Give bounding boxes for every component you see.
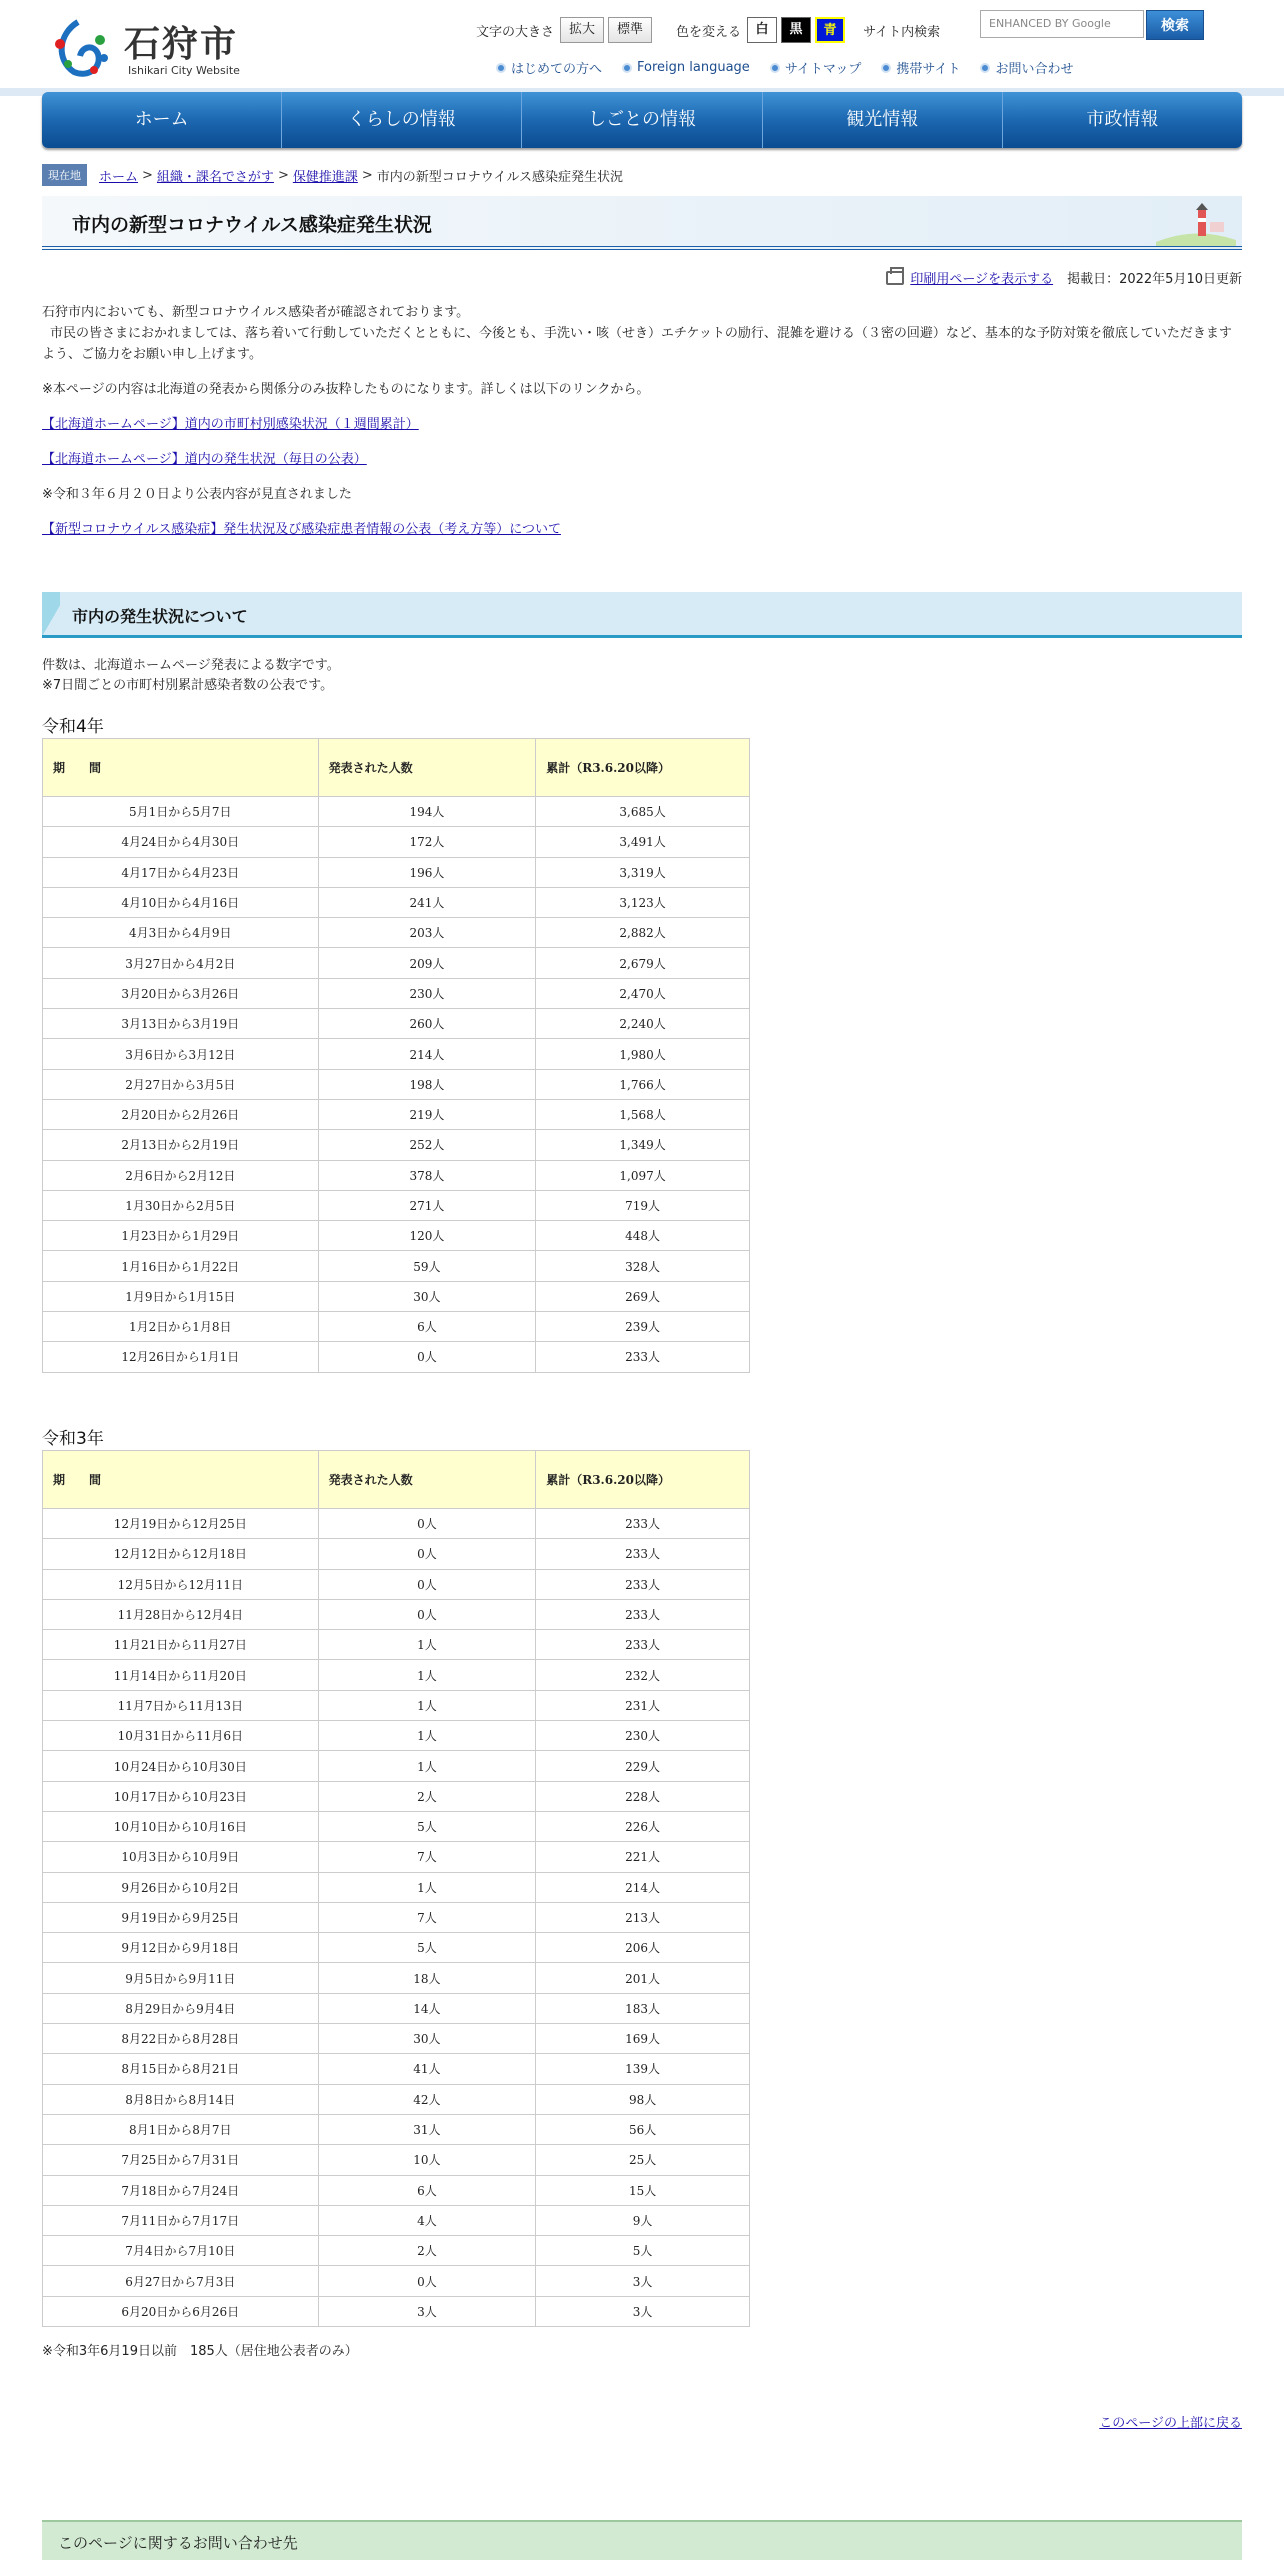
table-row bbox=[43, 1069, 750, 1099]
cell-cumulative: 25人 bbox=[536, 2145, 750, 2175]
cell-period: 10月24日から10月30日 bbox=[43, 1751, 319, 1781]
table-row bbox=[43, 1039, 750, 1069]
table-row bbox=[43, 1160, 750, 1190]
cell-cumulative: 232人 bbox=[536, 1660, 750, 1690]
cell-reported: 0人 bbox=[318, 1539, 536, 1569]
year-heading-r3: 令和3年 bbox=[42, 1429, 104, 1449]
cell-period: 12月5日から12月11日 bbox=[43, 1569, 319, 1599]
breadcrumb-badge: 現在地 bbox=[42, 164, 87, 186]
cell-cumulative: 328人 bbox=[536, 1251, 750, 1281]
nav-city-government[interactable]: 市政情報 bbox=[1086, 109, 1159, 130]
cell-period: 4月10日から4月16日 bbox=[43, 887, 319, 917]
col-reported: 発表された人数 bbox=[318, 739, 536, 797]
table-row bbox=[43, 1751, 750, 1781]
table-row bbox=[43, 2114, 750, 2144]
cell-cumulative: 229人 bbox=[536, 1751, 750, 1781]
cell-cumulative: 233人 bbox=[536, 1342, 750, 1372]
col-cumulative: 累計（R3.6.20以降） bbox=[536, 739, 750, 797]
cell-period: 9月26日から10月2日 bbox=[43, 1872, 319, 1902]
cell-cumulative: 228人 bbox=[536, 1781, 750, 1811]
page-title: 市内の新型コロナウイルス感染症発生状況 bbox=[72, 214, 432, 236]
breadcrumb-home[interactable]: ホーム bbox=[99, 169, 139, 185]
cell-period: 11月21日から11月27日 bbox=[43, 1630, 319, 1660]
cell-period: 8月8日から8月14日 bbox=[43, 2084, 319, 2114]
cell-reported: 120人 bbox=[318, 1221, 536, 1251]
table-row bbox=[43, 2084, 750, 2114]
cell-cumulative: 206人 bbox=[536, 1933, 750, 1963]
cell-reported: 4人 bbox=[318, 2205, 536, 2235]
table-row bbox=[43, 1993, 750, 2023]
cell-cumulative: 56人 bbox=[536, 2114, 750, 2144]
cell-period: 4月3日から4月9日 bbox=[43, 918, 319, 948]
cell-reported: 31人 bbox=[318, 2114, 536, 2144]
cell-cumulative: 2,470人 bbox=[536, 978, 750, 1008]
global-nav bbox=[42, 92, 1242, 148]
cell-cumulative: 1,349人 bbox=[536, 1130, 750, 1160]
cell-cumulative: 213人 bbox=[536, 1902, 750, 1932]
cell-period: 8月1日から8月7日 bbox=[43, 2114, 319, 2144]
table-row bbox=[43, 857, 750, 887]
table-row bbox=[43, 1781, 750, 1811]
cell-cumulative: 230人 bbox=[536, 1721, 750, 1751]
cell-period: 9月19日から9月25日 bbox=[43, 1902, 319, 1932]
cell-reported: 59人 bbox=[318, 1251, 536, 1281]
cell-cumulative: 3,685人 bbox=[536, 797, 750, 827]
cell-cumulative: 5人 bbox=[536, 2236, 750, 2266]
table-row bbox=[43, 1933, 750, 1963]
cell-period: 3月27日から4月2日 bbox=[43, 948, 319, 978]
table-row bbox=[43, 1963, 750, 1993]
table-row bbox=[43, 1342, 750, 1372]
cell-cumulative: 1,766人 bbox=[536, 1069, 750, 1099]
nav-living[interactable]: くらしの情報 bbox=[282, 92, 522, 148]
cell-period: 7月25日から7月31日 bbox=[43, 2145, 319, 2175]
nav-work[interactable]: しごとの情報 bbox=[522, 92, 762, 148]
link-first-visit[interactable]: はじめての方へ bbox=[496, 58, 602, 77]
intro-note: ※本ページの内容は北海道の発表から関係分のみ抜粋したものになります。詳しくは以下のリンクから。 bbox=[42, 382, 650, 397]
city-emblem-icon bbox=[48, 14, 116, 80]
cell-reported: 1人 bbox=[318, 1751, 536, 1781]
cell-period: 10月17日から10月23日 bbox=[43, 1781, 319, 1811]
cell-period: 10月3日から10月9日 bbox=[43, 1842, 319, 1872]
cell-period: 8月29日から9月4日 bbox=[43, 1993, 319, 2023]
table-row bbox=[43, 1811, 750, 1841]
cell-reported: 10人 bbox=[318, 2145, 536, 2175]
cell-reported: 2人 bbox=[318, 1781, 536, 1811]
breadcrumb-current: 市内の新型コロナウイルス感染症発生状況 bbox=[376, 169, 623, 185]
cell-period: 12月26日から1月1日 bbox=[43, 1342, 319, 1372]
table-row bbox=[43, 2296, 750, 2326]
contact-section bbox=[42, 2520, 1242, 2560]
text-enlarge-button[interactable]: 拡大 bbox=[560, 17, 604, 43]
cell-reported: 172人 bbox=[318, 827, 536, 857]
cell-period: 3月20日から3月26日 bbox=[43, 978, 319, 1008]
table-row bbox=[43, 2266, 750, 2296]
cell-reported: 378人 bbox=[318, 1160, 536, 1190]
cell-reported: 18人 bbox=[318, 1963, 536, 1993]
table-row bbox=[43, 948, 750, 978]
table-row bbox=[43, 1599, 750, 1629]
cell-cumulative: 3,491人 bbox=[536, 827, 750, 857]
cell-cumulative: 1,568人 bbox=[536, 1099, 750, 1129]
printer-icon bbox=[886, 271, 904, 285]
bullet-icon bbox=[881, 63, 891, 73]
cell-period: 11月28日から12月4日 bbox=[43, 1599, 319, 1629]
cell-reported: 30人 bbox=[318, 1281, 536, 1311]
site-name-en: Ishikari City Website bbox=[128, 64, 240, 77]
cell-reported: 0人 bbox=[318, 1569, 536, 1599]
nav-tourism[interactable]: 観光情報 bbox=[763, 92, 1003, 148]
cell-reported: 241人 bbox=[318, 887, 536, 917]
table-row bbox=[43, 1630, 750, 1660]
cell-cumulative: 3,319人 bbox=[536, 857, 750, 887]
bullet-icon bbox=[980, 63, 990, 73]
section-heading: 市内の発生状況について bbox=[42, 592, 1242, 638]
cell-reported: 0人 bbox=[318, 1342, 536, 1372]
link-publication-policy[interactable]: 【新型コロナウイルス感染症】発生状況及び感染症患者情報の公表（考え方等）について bbox=[42, 522, 561, 537]
cell-cumulative: 233人 bbox=[536, 1630, 750, 1660]
cell-reported: 214人 bbox=[318, 1039, 536, 1069]
table-row bbox=[43, 2175, 750, 2205]
cell-period: 4月17日から4月23日 bbox=[43, 857, 319, 887]
cell-period: 1月16日から1月22日 bbox=[43, 1251, 319, 1281]
revision-note: ※令和３年６月２０日より公表内容が見直されました bbox=[42, 487, 352, 502]
cell-reported: 6人 bbox=[318, 1312, 536, 1342]
page-title-bar bbox=[42, 196, 1242, 250]
cell-period: 4月24日から4月30日 bbox=[43, 827, 319, 857]
cell-reported: 1人 bbox=[318, 1630, 536, 1660]
cell-reported: 42人 bbox=[318, 2084, 536, 2114]
cell-period: 2月13日から2月19日 bbox=[43, 1130, 319, 1160]
table-row bbox=[43, 1221, 750, 1251]
intro-content bbox=[42, 302, 1242, 554]
bullet-icon bbox=[622, 63, 632, 73]
cell-reported: 198人 bbox=[318, 1069, 536, 1099]
link-hokkaido-weekly[interactable]: 【北海道ホームページ】道内の市町村別感染状況（１週間累計） bbox=[42, 417, 419, 432]
footnote: ※令和3年6月19日以前 185人（居住地公表者のみ） bbox=[42, 2344, 358, 2359]
breadcrumb: 現在地 ホーム > 組織・課名でさがす > 保健推進課 > 市内の新型コロナウイルス感染症発生状況 bbox=[42, 164, 623, 186]
link-mobile-site[interactable]: 携帯サイト bbox=[881, 58, 960, 77]
cell-reported: 252人 bbox=[318, 1130, 536, 1160]
cell-reported: 6人 bbox=[318, 2175, 536, 2205]
cell-reported: 1人 bbox=[318, 1721, 536, 1751]
cell-period: 10月31日から11月6日 bbox=[43, 1721, 319, 1751]
table-row bbox=[43, 887, 750, 917]
cases-table-r3 bbox=[42, 1450, 750, 2327]
breadcrumb-org[interactable]: 組織・課名でさがす bbox=[156, 169, 274, 185]
table-row bbox=[43, 1539, 750, 1569]
table-row bbox=[43, 1190, 750, 1220]
table-row bbox=[43, 2145, 750, 2175]
cell-period: 1月9日から1月15日 bbox=[43, 1281, 319, 1311]
table-row bbox=[43, 1842, 750, 1872]
utility-bar bbox=[476, 16, 946, 44]
cell-cumulative: 3,123人 bbox=[536, 887, 750, 917]
link-sitemap[interactable]: サイトマップ bbox=[770, 58, 862, 77]
cell-cumulative: 2,882人 bbox=[536, 918, 750, 948]
table-row bbox=[43, 2205, 750, 2235]
table-row bbox=[43, 1251, 750, 1281]
table-row bbox=[43, 1690, 750, 1720]
color-blue-button[interactable]: 青 bbox=[815, 17, 845, 43]
cell-period: 11月14日から11月20日 bbox=[43, 1660, 319, 1690]
cell-reported: 230人 bbox=[318, 978, 536, 1008]
cell-cumulative: 719人 bbox=[536, 1190, 750, 1220]
cell-reported: 203人 bbox=[318, 918, 536, 948]
table-row bbox=[43, 2024, 750, 2054]
cell-period: 3月6日から3月12日 bbox=[43, 1039, 319, 1069]
cell-period: 2月20日から2月26日 bbox=[43, 1099, 319, 1129]
cell-cumulative: 233人 bbox=[536, 1539, 750, 1569]
table-row bbox=[43, 2236, 750, 2266]
cell-period: 8月22日から8月28日 bbox=[43, 2024, 319, 2054]
table-row bbox=[43, 1130, 750, 1160]
table-row bbox=[43, 1872, 750, 1902]
site-search-label: サイト内検索 bbox=[863, 24, 941, 40]
table-row bbox=[43, 1099, 750, 1129]
cell-period: 5月1日から5月7日 bbox=[43, 797, 319, 827]
cell-reported: 0人 bbox=[318, 1509, 536, 1539]
table-row bbox=[43, 1509, 750, 1539]
cell-period: 12月19日から12月25日 bbox=[43, 1509, 319, 1539]
cell-cumulative: 201人 bbox=[536, 1963, 750, 1993]
cell-reported: 194人 bbox=[318, 797, 536, 827]
cell-cumulative: 1,980人 bbox=[536, 1039, 750, 1069]
cell-period: 1月30日から2月5日 bbox=[43, 1190, 319, 1220]
table-row bbox=[43, 827, 750, 857]
cell-cumulative: 183人 bbox=[536, 1993, 750, 2023]
cell-period: 11月7日から11月13日 bbox=[43, 1690, 319, 1720]
cell-period: 9月5日から9月11日 bbox=[43, 1963, 319, 1993]
cell-period: 1月23日から1月29日 bbox=[43, 1221, 319, 1251]
lighthouse-icon bbox=[1156, 200, 1236, 246]
cell-reported: 2人 bbox=[318, 2236, 536, 2266]
cell-cumulative: 221人 bbox=[536, 1842, 750, 1872]
cell-cumulative: 226人 bbox=[536, 1811, 750, 1841]
section-note: 件数は、北海道ホームページ発表による数字です。 ※7日間ごとの市町村別累計感染者数の公表です。 bbox=[42, 658, 340, 693]
cell-period: 6月20日から6月26日 bbox=[43, 2296, 319, 2326]
cell-period: 7月11日から7月17日 bbox=[43, 2205, 319, 2235]
cell-cumulative: 2,679人 bbox=[536, 948, 750, 978]
print-page-link[interactable]: 印刷用ページを表示する bbox=[910, 272, 1054, 287]
link-hokkaido-daily[interactable]: 【北海道ホームページ】道内の発生状況（毎日の公表） bbox=[42, 452, 367, 467]
cell-cumulative: 233人 bbox=[536, 1509, 750, 1539]
bullet-icon bbox=[770, 63, 780, 73]
color-white-button[interactable]: 白 bbox=[747, 17, 777, 43]
table-row bbox=[43, 1721, 750, 1751]
cell-reported: 271人 bbox=[318, 1190, 536, 1220]
site-header bbox=[0, 0, 1284, 90]
cell-period: 3月13日から3月19日 bbox=[43, 1009, 319, 1039]
table-row bbox=[43, 1902, 750, 1932]
col-period: 期 間 bbox=[43, 1451, 319, 1509]
cell-period: 7月4日から7月10日 bbox=[43, 2236, 319, 2266]
published-date: 掲載日：2022年5月10日更新 bbox=[1067, 272, 1242, 287]
cell-reported: 5人 bbox=[318, 1933, 536, 1963]
cell-cumulative: 231人 bbox=[536, 1690, 750, 1720]
link-contact[interactable]: お問い合わせ bbox=[980, 58, 1073, 77]
cell-reported: 0人 bbox=[318, 1599, 536, 1629]
cell-cumulative: 233人 bbox=[536, 1569, 750, 1599]
search-input[interactable]: ENHANCED BY Google bbox=[980, 10, 1144, 38]
cell-reported: 3人 bbox=[318, 2296, 536, 2326]
cell-reported: 30人 bbox=[318, 2024, 536, 2054]
col-cumulative: 累計（R3.6.20以降） bbox=[536, 1451, 750, 1509]
contact-title: このページに関するお問い合わせ先 bbox=[58, 2534, 298, 2552]
cell-reported: 219人 bbox=[318, 1099, 536, 1129]
cell-cumulative: 169人 bbox=[536, 2024, 750, 2054]
cell-cumulative: 448人 bbox=[536, 1221, 750, 1251]
color-change-label: 色を変える bbox=[676, 24, 742, 40]
cell-reported: 1人 bbox=[318, 1660, 536, 1690]
meta-row bbox=[886, 268, 1242, 287]
cell-reported: 5人 bbox=[318, 1811, 536, 1841]
cases-table-r4 bbox=[42, 738, 750, 1373]
cell-period: 1月2日から1月8日 bbox=[43, 1312, 319, 1342]
intro-paragraph: 石狩市内においても、新型コロナウイルス感染者が確認されております。 市民の皆さまにおかれましては、落ち着いて行動していただくとともに、今後とも、手洗い・咳（せき）エチケットの励行、混雑を避ける（３密の回避）など、基本的な予防対策を徹底していただきますよう、ご協力をお願い申し上げます。 bbox=[42, 305, 1232, 362]
nav-home[interactable]: ホーム bbox=[42, 92, 282, 148]
table-row bbox=[43, 1660, 750, 1690]
table-row bbox=[43, 2054, 750, 2084]
cell-period: 2月27日から3月5日 bbox=[43, 1069, 319, 1099]
cell-cumulative: 2,240人 bbox=[536, 1009, 750, 1039]
cell-reported: 1人 bbox=[318, 1872, 536, 1902]
year-heading-r4: 令和4年 bbox=[42, 717, 104, 737]
col-reported: 発表された人数 bbox=[318, 1451, 536, 1509]
cell-cumulative: 1,097人 bbox=[536, 1160, 750, 1190]
text-standard-button[interactable]: 標準 bbox=[608, 17, 652, 43]
bullet-icon bbox=[496, 63, 506, 73]
cell-period: 8月15日から8月21日 bbox=[43, 2054, 319, 2084]
cell-cumulative: 233人 bbox=[536, 1599, 750, 1629]
cell-cumulative: 15人 bbox=[536, 2175, 750, 2205]
cell-reported: 196人 bbox=[318, 857, 536, 887]
cell-reported: 7人 bbox=[318, 1902, 536, 1932]
table-row bbox=[43, 1281, 750, 1311]
search-button[interactable]: 検索 bbox=[1146, 10, 1204, 40]
cell-cumulative: 3人 bbox=[536, 2296, 750, 2326]
cell-period: 9月12日から9月18日 bbox=[43, 1933, 319, 1963]
cell-cumulative: 139人 bbox=[536, 2054, 750, 2084]
cell-reported: 1人 bbox=[318, 1690, 536, 1720]
cell-period: 6月27日から7月3日 bbox=[43, 2266, 319, 2296]
table-row bbox=[43, 978, 750, 1008]
cell-reported: 0人 bbox=[318, 2266, 536, 2296]
cell-reported: 7人 bbox=[318, 1842, 536, 1872]
text-size-label: 文字の大きさ bbox=[476, 24, 555, 40]
cell-cumulative: 214人 bbox=[536, 1872, 750, 1902]
link-foreign-language[interactable]: Foreign language bbox=[622, 58, 750, 77]
cell-reported: 260人 bbox=[318, 1009, 536, 1039]
breadcrumb-dept[interactable]: 保健推進課 bbox=[292, 169, 358, 185]
cell-cumulative: 239人 bbox=[536, 1312, 750, 1342]
site-name: 石狩市 bbox=[124, 24, 239, 65]
table-row bbox=[43, 1312, 750, 1342]
cell-reported: 41人 bbox=[318, 2054, 536, 2084]
table-row bbox=[43, 1009, 750, 1039]
cell-cumulative: 98人 bbox=[536, 2084, 750, 2114]
cell-cumulative: 3人 bbox=[536, 2266, 750, 2296]
cell-period: 7月18日から7月24日 bbox=[43, 2175, 319, 2205]
cell-period: 12月12日から12月18日 bbox=[43, 1539, 319, 1569]
table-row bbox=[43, 797, 750, 827]
col-period: 期 間 bbox=[43, 739, 319, 797]
header-sub-links bbox=[496, 58, 1094, 77]
site-logo[interactable] bbox=[48, 10, 288, 82]
table-row bbox=[43, 918, 750, 948]
cell-reported: 209人 bbox=[318, 948, 536, 978]
cell-period: 2月6日から2月12日 bbox=[43, 1160, 319, 1190]
cell-cumulative: 269人 bbox=[536, 1281, 750, 1311]
color-black-button[interactable]: 黒 bbox=[781, 17, 811, 43]
cell-reported: 14人 bbox=[318, 1993, 536, 2023]
cell-cumulative: 9人 bbox=[536, 2205, 750, 2235]
table-row bbox=[43, 1569, 750, 1599]
back-to-top-link[interactable]: このページの上部に戻る bbox=[1099, 2416, 1242, 2431]
cell-period: 10月10日から10月16日 bbox=[43, 1811, 319, 1841]
